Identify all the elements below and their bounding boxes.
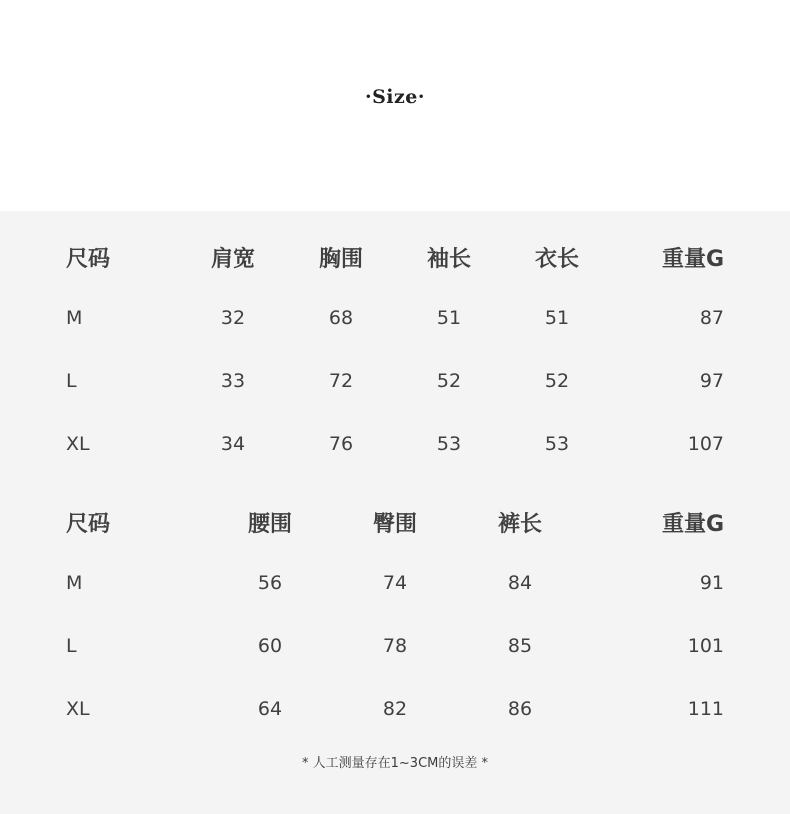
header-hip: 臀围: [372, 512, 418, 537]
cell-chest: 76: [328, 433, 354, 455]
cell-size: XL: [66, 433, 90, 455]
measurement-note: * 人工测量存在1~3CM的误差 *: [302, 756, 488, 771]
cell-pants-length: 84: [507, 572, 533, 594]
header-weight: 重量G: [661, 247, 724, 272]
cell-length: 51: [544, 307, 570, 329]
header-pants-length: 裤长: [497, 512, 543, 537]
cell-pants-length: 86: [507, 698, 533, 720]
cell-weight: 107: [687, 433, 724, 455]
page-title: ·Size·: [364, 86, 426, 108]
cell-sleeve: 53: [436, 433, 462, 455]
header-waist: 腰围: [247, 512, 293, 537]
table-row: [0, 568, 790, 598]
header-sleeve: 袖长: [426, 247, 472, 272]
cell-size: XL: [66, 698, 90, 720]
cell-sleeve: 51: [436, 307, 462, 329]
cell-length: 53: [544, 433, 570, 455]
header-weight: 重量G: [661, 512, 724, 537]
cell-shoulder: 32: [220, 307, 246, 329]
cell-hip: 74: [382, 572, 408, 594]
cell-weight: 87: [699, 307, 724, 329]
cell-waist: 56: [257, 572, 283, 594]
cell-waist: 64: [257, 698, 283, 720]
table-row: [0, 429, 790, 459]
header-size: 尺码: [66, 247, 111, 272]
cell-weight: 91: [699, 572, 724, 594]
title-area: [0, 0, 790, 211]
header-length: 衣长: [534, 247, 580, 272]
table-row: [0, 366, 790, 396]
cell-size: M: [66, 572, 83, 594]
header-size: 尺码: [66, 512, 111, 537]
cell-shoulder: 34: [220, 433, 246, 455]
table-row: [0, 694, 790, 724]
cell-size: L: [66, 635, 77, 657]
cell-sleeve: 52: [436, 370, 462, 392]
table-row: [0, 631, 790, 661]
cell-weight: 101: [687, 635, 724, 657]
cell-waist: 60: [257, 635, 283, 657]
cell-hip: 78: [382, 635, 408, 657]
cell-chest: 68: [328, 307, 354, 329]
cell-weight: 97: [699, 370, 724, 392]
cell-pants-length: 85: [507, 635, 533, 657]
cell-hip: 82: [382, 698, 408, 720]
cell-size: L: [66, 370, 77, 392]
header-shoulder: 肩宽: [210, 247, 256, 272]
table-header-row: [0, 510, 790, 540]
header-chest: 胸围: [318, 247, 364, 272]
size-panel: [0, 211, 790, 814]
cell-size: M: [66, 307, 83, 329]
cell-chest: 72: [328, 370, 354, 392]
table-header-row: [0, 245, 790, 275]
cell-weight: 111: [687, 698, 724, 720]
cell-shoulder: 33: [220, 370, 246, 392]
table-row: [0, 303, 790, 333]
cell-length: 52: [544, 370, 570, 392]
